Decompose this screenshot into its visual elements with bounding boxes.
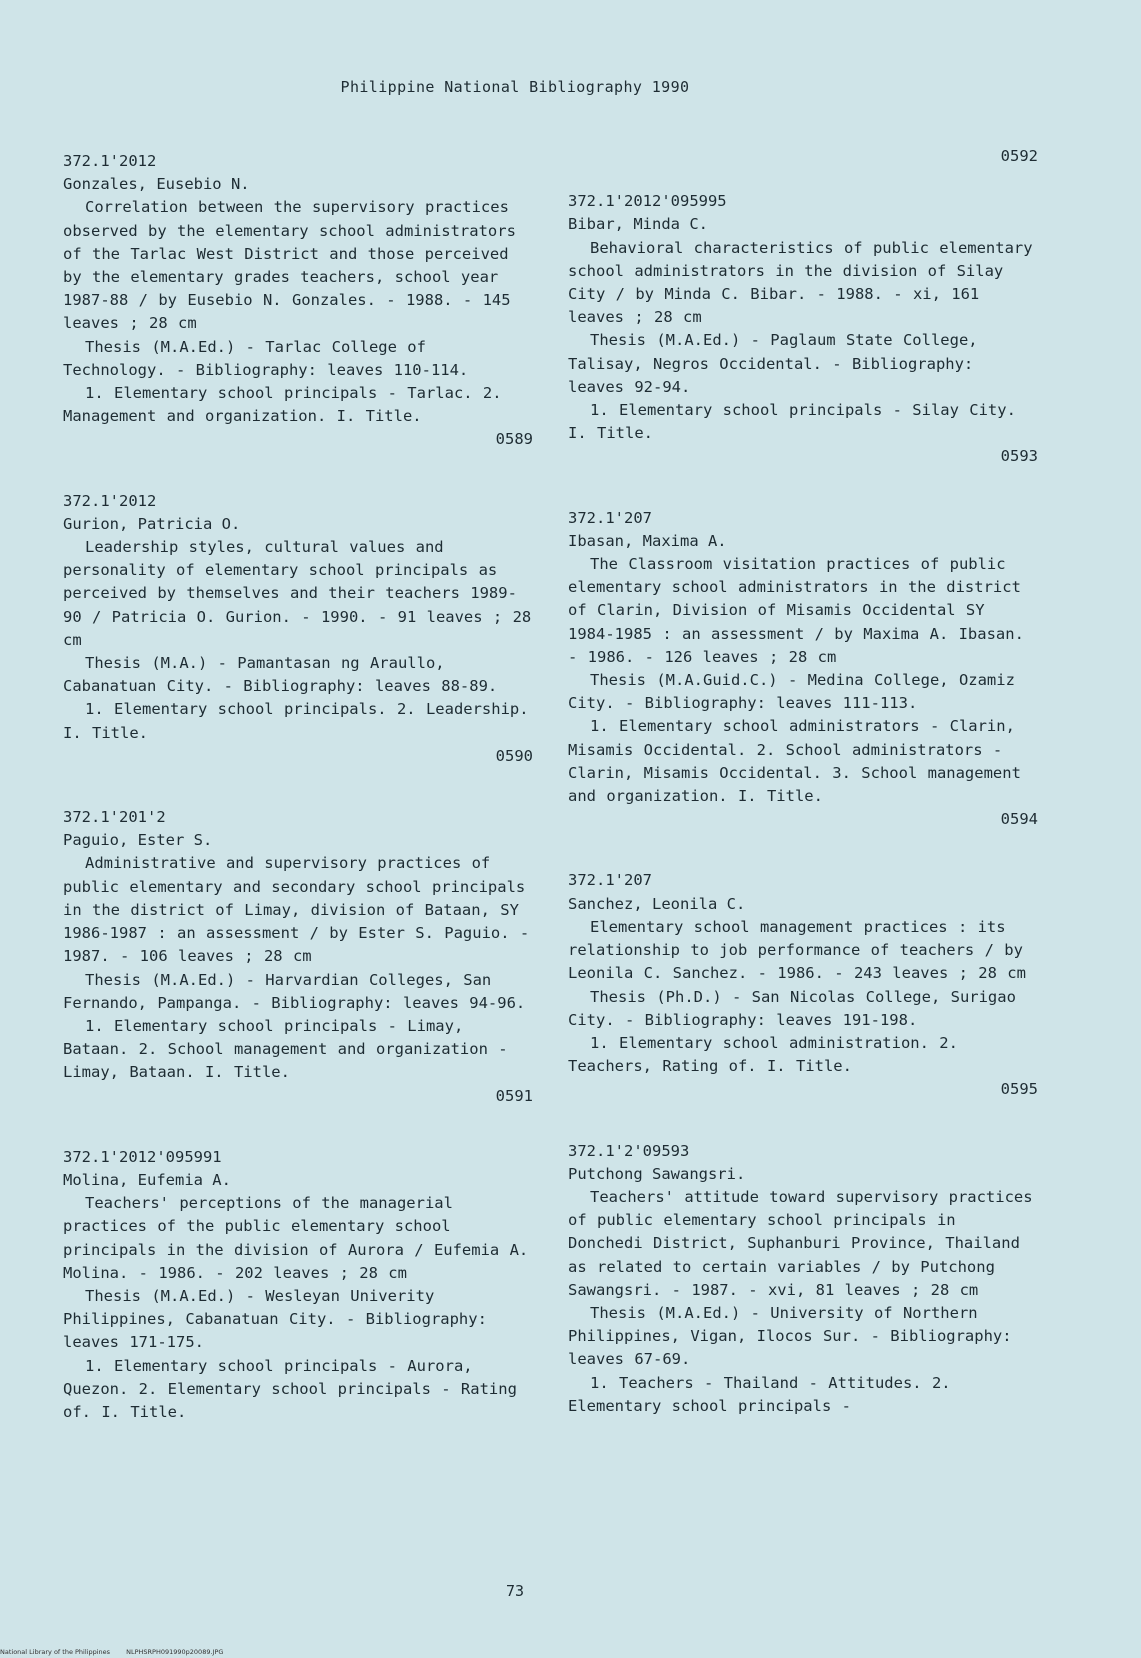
class-number: 372.1'207 (568, 871, 652, 890)
author: Molina, Eufemia A. (63, 1170, 231, 1189)
thesis-note: Thesis (M.A.Ed.) - Tarlac College of Technology. - Bibliography: leaves 110-114. (63, 337, 469, 379)
class-number: 372.1'2'09593 (568, 1141, 690, 1160)
class-number: 372.1'2012 (63, 491, 157, 510)
scan-footer (0, 1648, 500, 1656)
entry-number: 0591 (495, 1086, 533, 1105)
author: Sanchez, Leonila C. (568, 894, 746, 913)
subject-tracings: 1. Elementary school principals - Tarlac. 2. Management and organization. I. Title. (63, 384, 502, 426)
subject-tracings: 1. Teachers - Thailand - Attitudes. 2. Elementary school principals - (568, 1373, 951, 1415)
right-column (568, 145, 1038, 1418)
entry-number: 0592 (1000, 147, 1038, 165)
author: Putchong Sawangsri. (568, 1164, 746, 1183)
thesis-note: Thesis (M.A.Ed.) - Harvardian Colleges, San Fernando, Pampanga. - Bibliography: leaves 94-96. (63, 970, 526, 1012)
thesis-note: Thesis (M.A.Ed.) - Paglaum State College, Talisay, Negros Occidental. - Bibliography: leaves 92-94. (568, 331, 978, 396)
bibliography-entry (568, 190, 1038, 468)
bibliography-entry (568, 1140, 1038, 1418)
entry-number: 0594 (1000, 810, 1038, 829)
title-statement: Elementary school management practices : its relationship to job performance of teachers / by Leonila C. Sanchez. - 1986. - 243 leaves ; 28 cm (568, 917, 1026, 983)
class-number: 372.1'207 (568, 508, 652, 527)
author: Ibasan, Maxima A. (568, 531, 727, 550)
title-statement: Administrative and supervisory practices of public elementary and secondary school principals in the district of Limay, division of Bataan, SY 1986-1987 : an assessment / by Ester S. Paguio. - 1987. - 106 leaves ; 28 cm (63, 854, 530, 966)
bibliography-entry (63, 150, 533, 452)
class-number: 372.1'2012'095991 (63, 1147, 222, 1166)
subject-tracings: 1. Elementary school principals - Silay City. I. Title. (568, 401, 1016, 443)
page-header: Philippine National Bibliography 1990 (340, 78, 690, 96)
page-number: 73 (505, 1582, 525, 1600)
author: Bibar, Minda C. (568, 215, 708, 234)
title-statement: Correlation between the supervisory practices observed by the elementary school administrators of the Tarlac West District and those perceived by the elementary grades teachers, school year 1987-88 / by Eusebio N. Gonzales. - 1988. - 145 leaves ; 28 cm (63, 198, 516, 333)
thesis-note: Thesis (M.A.Guid.C.) - Medina College, Ozamiz City. - Bibliography: leaves 111-113. (568, 671, 1015, 713)
bibliography-entry (63, 1146, 533, 1424)
footer-file-id: NLPHSRPH091990p20089.JPG (126, 1648, 224, 1656)
bibliography-entry (568, 507, 1038, 832)
bibliography-entry (568, 869, 1038, 1101)
class-number: 372.1'2012 (63, 152, 157, 170)
title-statement: Teachers' perceptions of the managerial practices of the public elementary school principals in the division of Aurora / Eufemia A. Molina. - 1986. - 202 leaves ; 28 cm (63, 1194, 529, 1282)
author: Gonzales, Eusebio N. (63, 175, 250, 194)
left-column (63, 150, 533, 1424)
subject-tracings: 1. Elementary school principals - Limay, Bataan. 2. School management and organization - Limay, Bataan. I. Title. (63, 1016, 508, 1082)
entry-number: 0589 (495, 430, 533, 449)
entry-number: 0590 (495, 746, 533, 765)
bibliography-entry (63, 490, 533, 768)
subject-tracings: 1. Elementary school administrators - Clarin, Misamis Occidental. 2. School administrators - Clarin, Misamis Occidental. 3. School management and organization. I. Title. (568, 717, 1021, 806)
author: Gurion, Patricia O. (63, 514, 241, 533)
thesis-note: Thesis (M.A.Ed.) - Wesleyan Univerity Philippines, Cabanatuan City. - Bibliography: leaves 171-175. (63, 1286, 487, 1352)
footer-library: National Library of the Philippines (0, 1648, 111, 1656)
class-number: 372.1'201'2 (63, 808, 166, 827)
thesis-note: Thesis (Ph.D.) - San Nicolas College, Surigao City. - Bibliography: leaves 191-198. (568, 987, 1016, 1029)
entry-number: 0593 (1000, 447, 1038, 466)
subject-tracings: 1. Elementary school administration. 2. Teachers, Rating of. I. Title. (568, 1033, 958, 1076)
bibliography-entry (63, 806, 533, 1108)
class-number: 372.1'2012'095995 (568, 192, 727, 211)
subject-tracings: 1. Elementary school principals. 2. Leadership. I. Title. (63, 700, 529, 742)
author: Paguio, Ester S. (63, 831, 213, 850)
title-statement: Teachers' attitude toward supervisory practices of public elementary school principals in Donchedi District, Suphanburi Province, Thailand as related to certain variables / by Putchong Sawangsri. - 1987. - xvi, 81 leaves ; 28 cm (568, 1187, 1033, 1299)
title-statement: Leadership styles, cultural values and personality of elementary school principals as perceived by themselves and their teachers 1989-90 / Patricia O. Gurion. - 1990. - 91 leaves ; 28 cm (63, 538, 532, 649)
thesis-note: Thesis (M.A.Ed.) - University of Northern Philippines, Vigan, Ilocos Sur. - Bibliography: leaves 67-69. (568, 1303, 1012, 1369)
thesis-note: Thesis (M.A.) - Pamantasan ng Araullo, Cabanatuan City. - Bibliography: leaves 88-89. (63, 654, 498, 696)
subject-tracings: 1. Elementary school principals - Aurora, Quezon. 2. Elementary school principals - Rating of. I. Title. (63, 1356, 517, 1421)
entry-number: 0595 (1000, 1080, 1038, 1099)
title-statement: The Classroom visitation practices of public elementary school administrators in the district of Clarin, Division of Misamis Occidental SY 1984-1985 : an assessment / by Maxima A. Ibasan. - 1986. - 126 leaves ; 28 cm (568, 555, 1024, 666)
title-statement: Behavioral characteristics of public elementary school administrators in the division of Silay City / by Minda C. Bibar. - 1988. - xi, 161 leaves ; 28 cm (568, 238, 1033, 327)
